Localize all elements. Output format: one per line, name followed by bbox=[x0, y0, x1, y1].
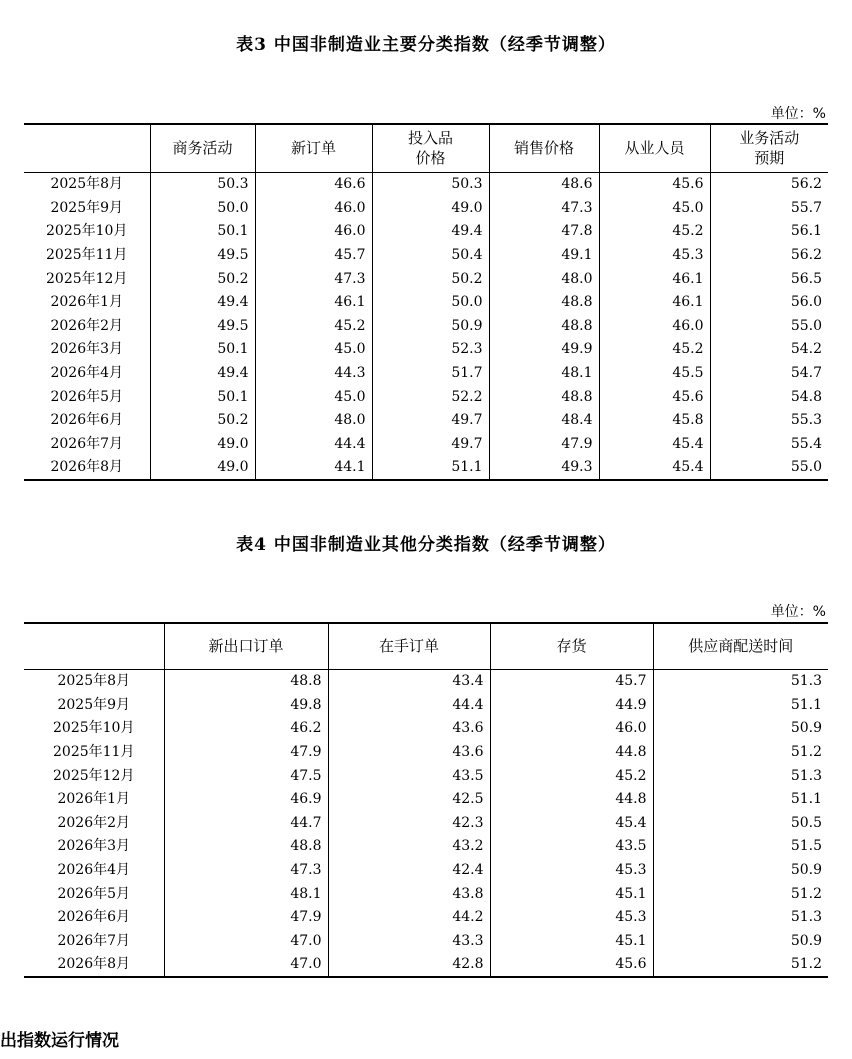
table-cell: 48.8 bbox=[164, 669, 328, 693]
row-label-month: 2026年5月 bbox=[57, 885, 131, 902]
table-cell: 56.1 bbox=[710, 220, 828, 244]
table-cell: 46.6 bbox=[255, 172, 372, 196]
table-cell: 48.8 bbox=[489, 314, 599, 338]
table3-title: 表3 中国非制造业主要分类指数（经季节调整） bbox=[236, 35, 616, 55]
table-cell: 51.2 bbox=[653, 740, 828, 764]
table-cell: 50.1 bbox=[150, 338, 255, 362]
table-cell: 47.0 bbox=[164, 953, 328, 978]
table-cell: 51.3 bbox=[653, 669, 828, 693]
table-cell: 51.5 bbox=[653, 835, 828, 859]
table-cell: 42.3 bbox=[328, 811, 490, 835]
table-cell: 44.9 bbox=[490, 693, 653, 717]
table-cell: 49.1 bbox=[489, 243, 599, 267]
header-corner bbox=[24, 623, 164, 669]
table-row bbox=[24, 693, 828, 717]
table-cell: 48.0 bbox=[489, 267, 599, 291]
table-cell: 42.4 bbox=[328, 858, 490, 882]
row-label-month: 2025年11月 bbox=[46, 247, 128, 264]
table-cell: 46.1 bbox=[599, 290, 710, 314]
table-cell: 50.9 bbox=[653, 929, 828, 953]
table-cell: 49.4 bbox=[372, 220, 489, 244]
row-label-month: 2025年11月 bbox=[53, 744, 135, 761]
row-label-month: 2025年12月 bbox=[46, 270, 128, 287]
table-cell: 46.1 bbox=[255, 290, 372, 314]
table-cell: 45.1 bbox=[490, 929, 653, 953]
row-label-month: 2025年10月 bbox=[53, 720, 135, 737]
table-cell: 51.7 bbox=[372, 361, 489, 385]
table-cell: 52.3 bbox=[372, 338, 489, 362]
row-label-month: 2026年3月 bbox=[57, 838, 131, 855]
table-cell: 45.0 bbox=[255, 338, 372, 362]
table-cell: 51.1 bbox=[653, 693, 828, 717]
table-cell: 44.1 bbox=[255, 456, 372, 481]
table-cell: 47.0 bbox=[164, 929, 328, 953]
table3-unit: 单位：% bbox=[770, 106, 826, 122]
table-cell: 46.0 bbox=[490, 717, 653, 741]
table-cell: 50.2 bbox=[150, 267, 255, 291]
table-cell: 50.0 bbox=[150, 196, 255, 220]
column-header: 新订单 bbox=[255, 124, 372, 172]
table-cell: 46.9 bbox=[164, 787, 328, 811]
table-cell: 48.8 bbox=[489, 290, 599, 314]
table-cell: 45.3 bbox=[599, 243, 710, 267]
row-label-month: 2025年8月 bbox=[50, 176, 124, 193]
table-cell: 54.8 bbox=[710, 385, 828, 409]
table-cell: 55.0 bbox=[710, 314, 828, 338]
table-row bbox=[24, 811, 828, 835]
table-row bbox=[24, 290, 828, 314]
table-cell: 46.0 bbox=[599, 314, 710, 338]
table-cell: 46.0 bbox=[255, 220, 372, 244]
table-cell: 55.0 bbox=[710, 456, 828, 481]
table-row bbox=[24, 196, 828, 220]
table-cell: 48.8 bbox=[164, 835, 328, 859]
table-cell: 45.6 bbox=[599, 385, 710, 409]
header-corner bbox=[24, 124, 150, 172]
table-cell: 49.5 bbox=[150, 314, 255, 338]
table-cell: 50.3 bbox=[372, 172, 489, 196]
table-cell: 43.4 bbox=[328, 669, 490, 693]
table-cell: 44.4 bbox=[328, 693, 490, 717]
table-cell: 51.1 bbox=[653, 787, 828, 811]
table-cell: 49.4 bbox=[150, 290, 255, 314]
table-cell: 47.9 bbox=[164, 905, 328, 929]
table-row bbox=[24, 361, 828, 385]
table-cell: 43.8 bbox=[328, 882, 490, 906]
table-row bbox=[24, 669, 828, 693]
table-cell: 51.2 bbox=[653, 953, 828, 978]
table-cell: 45.6 bbox=[599, 172, 710, 196]
table-cell: 50.1 bbox=[150, 385, 255, 409]
table-cell: 50.4 bbox=[372, 243, 489, 267]
table4 bbox=[24, 622, 828, 978]
table-row bbox=[24, 267, 828, 291]
table-cell: 54.7 bbox=[710, 361, 828, 385]
table-cell: 45.0 bbox=[599, 196, 710, 220]
table-row bbox=[24, 243, 828, 267]
table-cell: 50.9 bbox=[653, 858, 828, 882]
table-cell: 45.4 bbox=[599, 456, 710, 481]
table-cell: 49.3 bbox=[489, 456, 599, 481]
table-row bbox=[24, 456, 828, 481]
row-label-month: 2026年1月 bbox=[57, 791, 131, 808]
table-cell: 46.0 bbox=[255, 196, 372, 220]
table-row bbox=[24, 740, 828, 764]
table-cell: 50.5 bbox=[653, 811, 828, 835]
table-cell: 50.2 bbox=[150, 408, 255, 432]
table-cell: 45.7 bbox=[490, 669, 653, 693]
table-cell: 49.7 bbox=[372, 432, 489, 456]
table-row bbox=[24, 835, 828, 859]
table-cell: 47.9 bbox=[489, 432, 599, 456]
row-label-month: 2026年6月 bbox=[50, 412, 124, 429]
table-cell: 44.8 bbox=[490, 740, 653, 764]
table-row bbox=[24, 787, 828, 811]
column-header: 业务活动 预期 bbox=[710, 124, 828, 172]
table-cell: 45.8 bbox=[599, 408, 710, 432]
column-header: 投入品 价格 bbox=[372, 124, 489, 172]
table-cell: 45.6 bbox=[490, 953, 653, 978]
row-label-month: 2025年9月 bbox=[50, 199, 124, 216]
table-cell: 44.7 bbox=[164, 811, 328, 835]
row-label-month: 2025年10月 bbox=[46, 223, 128, 240]
row-label-month: 2025年9月 bbox=[57, 696, 131, 713]
table-cell: 42.8 bbox=[328, 953, 490, 978]
table-cell: 45.3 bbox=[490, 858, 653, 882]
table-cell: 45.4 bbox=[599, 432, 710, 456]
table-cell: 45.7 bbox=[255, 243, 372, 267]
table-cell: 46.1 bbox=[599, 267, 710, 291]
row-label-month: 2026年5月 bbox=[50, 388, 124, 405]
table-cell: 43.6 bbox=[328, 740, 490, 764]
table-row bbox=[24, 314, 828, 338]
table-row bbox=[24, 385, 828, 409]
column-header: 商务活动 bbox=[150, 124, 255, 172]
table-cell: 49.0 bbox=[150, 456, 255, 481]
table-cell: 56.2 bbox=[710, 172, 828, 196]
table-cell: 45.3 bbox=[490, 905, 653, 929]
table-cell: 42.5 bbox=[328, 787, 490, 811]
table-cell: 48.8 bbox=[489, 385, 599, 409]
table-cell: 47.3 bbox=[164, 858, 328, 882]
table-cell: 49.5 bbox=[150, 243, 255, 267]
table-cell: 49.9 bbox=[489, 338, 599, 362]
column-header: 新出口订单 bbox=[164, 623, 328, 669]
table-cell: 56.5 bbox=[710, 267, 828, 291]
table-cell: 44.3 bbox=[255, 361, 372, 385]
row-label-month: 2026年4月 bbox=[57, 862, 131, 879]
table-cell: 45.5 bbox=[599, 361, 710, 385]
table-cell: 51.3 bbox=[653, 905, 828, 929]
table-cell: 49.8 bbox=[164, 693, 328, 717]
table-cell: 45.2 bbox=[255, 314, 372, 338]
table-cell: 56.0 bbox=[710, 290, 828, 314]
table-cell: 50.9 bbox=[653, 717, 828, 741]
table4-unit: 单位：% bbox=[770, 604, 826, 620]
table-cell: 43.2 bbox=[328, 835, 490, 859]
table-cell: 43.6 bbox=[328, 717, 490, 741]
table-cell: 49.0 bbox=[372, 196, 489, 220]
table-cell: 49.7 bbox=[372, 408, 489, 432]
column-header: 存货 bbox=[490, 623, 653, 669]
table-row bbox=[24, 717, 828, 741]
table-cell: 50.0 bbox=[372, 290, 489, 314]
table-cell: 51.3 bbox=[653, 764, 828, 788]
column-header: 销售价格 bbox=[489, 124, 599, 172]
table-cell: 45.2 bbox=[599, 338, 710, 362]
table-cell: 45.0 bbox=[255, 385, 372, 409]
table-row bbox=[24, 882, 828, 906]
table-cell: 50.1 bbox=[150, 220, 255, 244]
table-cell: 45.4 bbox=[490, 811, 653, 835]
row-label-month: 2026年1月 bbox=[50, 294, 124, 311]
row-label-month: 2026年8月 bbox=[50, 459, 124, 476]
table-cell: 48.1 bbox=[164, 882, 328, 906]
table-cell: 46.2 bbox=[164, 717, 328, 741]
table-cell: 48.4 bbox=[489, 408, 599, 432]
table-cell: 51.2 bbox=[653, 882, 828, 906]
table4-title: 表4 中国非制造业其他分类指数（经季节调整） bbox=[236, 535, 616, 555]
table-cell: 50.3 bbox=[150, 172, 255, 196]
column-header: 从业人员 bbox=[599, 124, 710, 172]
table-row bbox=[24, 338, 828, 362]
table-cell: 47.9 bbox=[164, 740, 328, 764]
table3 bbox=[24, 123, 828, 481]
table-cell: 45.2 bbox=[599, 220, 710, 244]
table-cell: 48.0 bbox=[255, 408, 372, 432]
table-cell: 47.8 bbox=[489, 220, 599, 244]
table-cell: 50.2 bbox=[372, 267, 489, 291]
table-cell: 49.4 bbox=[150, 361, 255, 385]
row-label-month: 2026年2月 bbox=[50, 317, 124, 334]
table-cell: 43.5 bbox=[490, 835, 653, 859]
table-cell: 44.2 bbox=[328, 905, 490, 929]
table-cell: 48.6 bbox=[489, 172, 599, 196]
table-row bbox=[24, 764, 828, 788]
column-header: 供应商配送时间 bbox=[653, 623, 828, 669]
column-header: 在手订单 bbox=[328, 623, 490, 669]
section-heading: 出指数运行情况 bbox=[0, 1031, 119, 1051]
row-label-month: 2026年6月 bbox=[57, 909, 131, 926]
table-row bbox=[24, 905, 828, 929]
table-cell: 55.7 bbox=[710, 196, 828, 220]
table-cell: 55.3 bbox=[710, 408, 828, 432]
table-cell: 55.4 bbox=[710, 432, 828, 456]
table-cell: 45.2 bbox=[490, 764, 653, 788]
table-row bbox=[24, 929, 828, 953]
table-cell: 54.2 bbox=[710, 338, 828, 362]
table-cell: 56.2 bbox=[710, 243, 828, 267]
table-cell: 49.0 bbox=[150, 432, 255, 456]
table-cell: 44.8 bbox=[490, 787, 653, 811]
table-cell: 43.5 bbox=[328, 764, 490, 788]
table-row bbox=[24, 172, 828, 196]
row-label-month: 2025年12月 bbox=[53, 767, 135, 784]
row-label-month: 2026年2月 bbox=[57, 814, 131, 831]
table-cell: 47.3 bbox=[255, 267, 372, 291]
table-cell: 51.1 bbox=[372, 456, 489, 481]
table-row bbox=[24, 858, 828, 882]
row-label-month: 2026年8月 bbox=[57, 956, 131, 973]
row-label-month: 2026年7月 bbox=[57, 932, 131, 949]
table-row bbox=[24, 953, 828, 978]
table-cell: 50.9 bbox=[372, 314, 489, 338]
table-row bbox=[24, 408, 828, 432]
table-cell: 44.4 bbox=[255, 432, 372, 456]
table-row bbox=[24, 220, 828, 244]
table-cell: 52.2 bbox=[372, 385, 489, 409]
row-label-month: 2026年7月 bbox=[50, 435, 124, 452]
table-cell: 47.3 bbox=[489, 196, 599, 220]
row-label-month: 2026年3月 bbox=[50, 341, 124, 358]
table-cell: 43.3 bbox=[328, 929, 490, 953]
table-row bbox=[24, 432, 828, 456]
table-cell: 48.1 bbox=[489, 361, 599, 385]
row-label-month: 2025年8月 bbox=[57, 673, 131, 690]
table-cell: 45.1 bbox=[490, 882, 653, 906]
row-label-month: 2026年4月 bbox=[50, 365, 124, 382]
table-cell: 47.5 bbox=[164, 764, 328, 788]
